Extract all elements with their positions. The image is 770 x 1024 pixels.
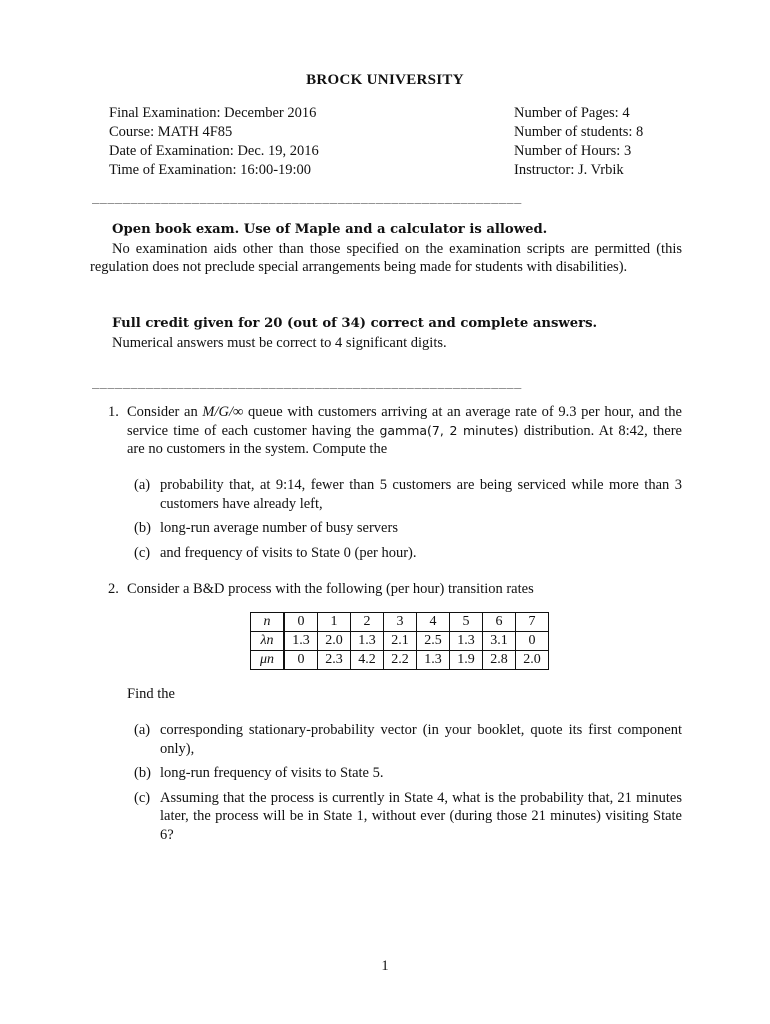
question-1	[108, 403, 682, 459]
queue-notation: M/G/∞	[202, 404, 244, 420]
question-part	[134, 721, 682, 758]
table-cell: 2.0	[318, 632, 351, 651]
table-cell: 0	[284, 613, 318, 632]
separator-line: ________________________________________________________	[92, 190, 522, 204]
table-cell: 4	[417, 613, 450, 632]
exam-info-left	[109, 104, 319, 180]
exam-info-line: Course: MATH 4F85	[109, 124, 233, 140]
question-part	[134, 519, 682, 538]
distribution-notation: gamma(7, 2 minutes)	[379, 422, 519, 438]
part-label: (b)	[134, 765, 151, 782]
exam-info-right	[514, 104, 643, 180]
part-label: (a)	[134, 477, 151, 493]
question-part	[134, 789, 682, 845]
part-text: long-run frequency of visits to State 5.	[160, 765, 384, 782]
table-cell: 6	[483, 613, 516, 632]
table-cell: 2.2	[384, 651, 417, 670]
table-cell: 4.2	[351, 651, 384, 670]
part-text: probability that, at 9:14, fewer than 5 customers are being serviced while more than 3 customers have already left,	[160, 477, 682, 512]
table-cell: 2.5	[417, 632, 450, 651]
exam-info-line: Instructor: J. Vrbik	[514, 162, 624, 178]
exam-rules	[90, 220, 682, 277]
table-cell: 1.3	[284, 632, 318, 651]
table-cell: 2	[351, 613, 384, 632]
question-text-part: queue with customers arriving at an average rate of 9.3 per hour, and the service time of each customer having the	[127, 404, 682, 439]
table-cell: 1.3	[351, 632, 384, 651]
university-title: BROCK UNIVERSITY	[306, 72, 464, 88]
part-label: (c)	[134, 544, 151, 561]
aids-notice: No examination aids other than those specified on the examination scripts are permitted (this regulation does not preclude special arrangements being made for students with disabilities).	[90, 240, 682, 276]
question-number: 1.	[108, 404, 119, 420]
row-label-mu: μn	[251, 651, 285, 670]
question-part	[134, 544, 682, 563]
row-label-n: n	[251, 613, 285, 632]
table-cell: 1.9	[450, 651, 483, 670]
table-cell: 2.0	[516, 651, 549, 670]
exam-info-line: Time of Examination: 16:00-19:00	[109, 162, 312, 178]
part-label: (a)	[134, 722, 151, 738]
question-part	[134, 476, 682, 513]
table-cell: 1.3	[450, 632, 483, 651]
exam-info-line: Number of Hours: 3	[514, 143, 632, 159]
table-row	[251, 651, 549, 670]
table-cell: 1.3	[417, 651, 450, 670]
question-text: Consider a B&D process with the following (per hour) transition rates	[127, 581, 534, 597]
table-cell: 2.3	[318, 651, 351, 670]
exam-info-line: Date of Examination: Dec. 19, 2016	[109, 143, 319, 159]
page-number: 1	[381, 958, 389, 974]
table-cell: 2.1	[384, 632, 417, 651]
question-text-part: distribution. At 8:42, there are no customers in the system. Compute the	[127, 422, 682, 458]
table-row	[251, 613, 549, 632]
table-cell: 3	[384, 613, 417, 632]
question-text	[127, 403, 682, 459]
part-label: (c)	[134, 789, 151, 806]
part-text: Assuming that the process is currently in State 4, what is the probability that, 21 minutes later, the process will be in State 1, without ever (during those 21 minutes) visiting State 6?	[160, 789, 682, 843]
table-cell: 0	[516, 632, 549, 651]
table-row	[251, 632, 549, 651]
transition-rates-table	[250, 612, 549, 670]
exam-info-line: Number of students: 8	[514, 124, 644, 140]
part-text: long-run average number of busy servers	[160, 520, 398, 537]
part-text: and frequency of visits to State 0 (per hour).	[160, 544, 417, 561]
table-cell: 3.1	[483, 632, 516, 651]
table-cell: 2.8	[483, 651, 516, 670]
exam-info-line: Final Examination: December 2016	[109, 105, 317, 121]
question-1-parts	[134, 476, 682, 568]
question-2	[108, 580, 682, 599]
question-part	[134, 764, 682, 783]
numerical-notice: Numerical answers must be correct to 4 significant digits.	[112, 334, 447, 351]
separator-line: ________________________________________________________	[92, 375, 522, 389]
open-book-notice: Open book exam. Use of Maple and a calculator is allowed.	[112, 222, 548, 237]
find-the-label: Find the	[127, 686, 175, 702]
table-cell: 1	[318, 613, 351, 632]
table-cell: 7	[516, 613, 549, 632]
table-cell: 0	[284, 651, 318, 670]
question-text-part: Consider an	[127, 404, 203, 420]
part-label: (b)	[134, 520, 151, 537]
part-text: corresponding stationary-probability vector (in your booklet, quote its first component only),	[160, 722, 682, 757]
exam-info-line: Number of Pages: 4	[514, 105, 630, 121]
question-number: 2.	[108, 581, 119, 597]
credit-notice: Full credit given for 20 (out of 34) correct and complete answers.	[112, 316, 598, 331]
credit-rules	[90, 314, 682, 352]
row-label-lambda: λn	[251, 632, 285, 651]
table-cell: 5	[450, 613, 483, 632]
question-2-parts	[134, 721, 682, 851]
